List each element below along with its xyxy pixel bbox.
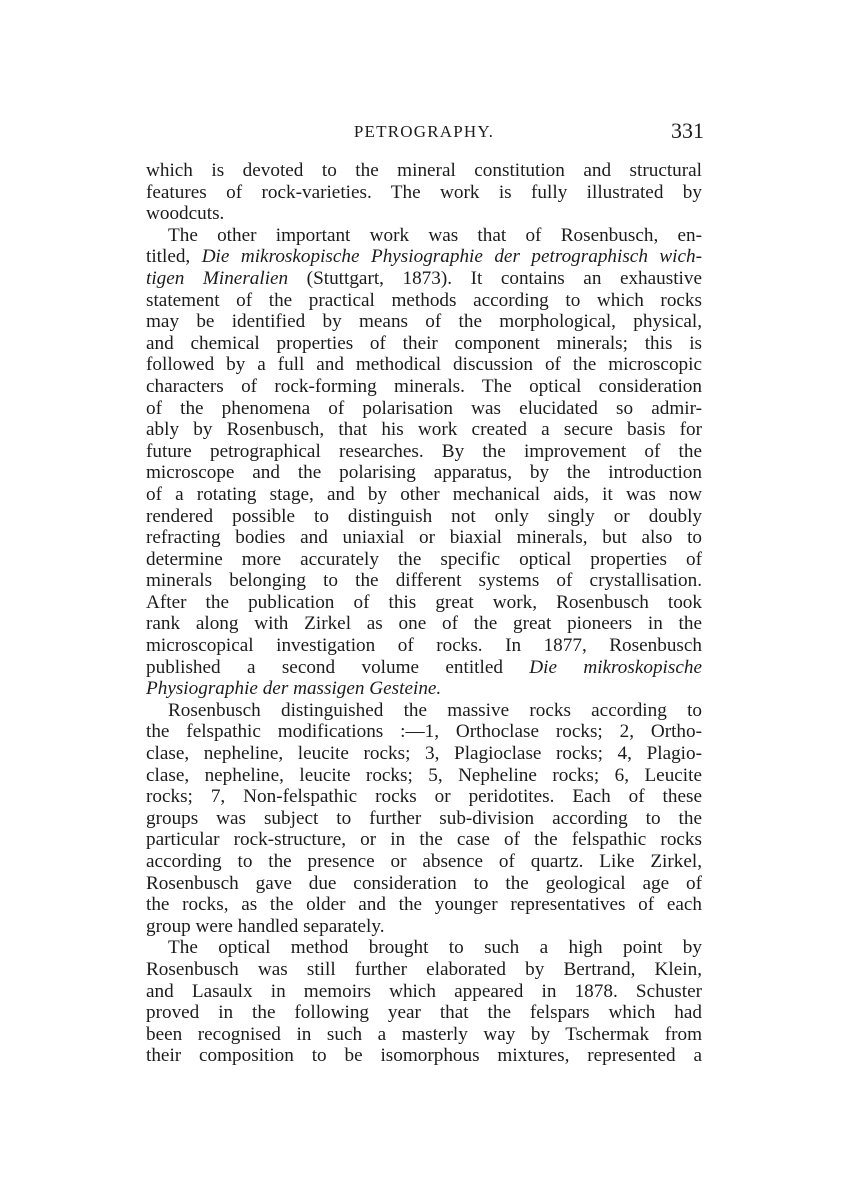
text-line (146, 743, 702, 765)
text-run: minerals belonging to the different systems of crystallisation. (146, 570, 702, 592)
book-page (146, 118, 702, 1078)
text-line (146, 484, 702, 506)
italic-title-run: tigen Mineralien (146, 267, 289, 289)
text-line (146, 851, 702, 873)
text-run: rendered possible to distinguish not only singly or doubly (146, 505, 702, 527)
text-line (146, 1002, 702, 1024)
text-run: statement of the practical methods according to which rocks (146, 289, 702, 311)
text-line (146, 290, 702, 312)
text-run: of a rotating stage, and by other mechanical aids, it was now (146, 483, 702, 505)
text-line (146, 592, 702, 614)
page-number: 331 (671, 118, 704, 143)
text-line (146, 635, 702, 657)
text-run: particular rock-structure, or in the case of the felspathic rocks (146, 829, 702, 851)
text-line (146, 225, 702, 247)
text-line (146, 376, 702, 398)
text-run: After the publication of this great work, Rosenbusch took (146, 591, 702, 613)
text-line (146, 873, 702, 895)
text-line (146, 765, 702, 787)
text-line (146, 160, 702, 182)
text-line (146, 203, 702, 225)
text-line (146, 894, 702, 916)
text-run: future petrographical researches. By the improvement of the (146, 440, 702, 462)
text-run: microscope and the polarising apparatus, by the introduction (146, 462, 702, 484)
text-line (146, 246, 702, 268)
text-run: rank along with Zirkel as one of the great pioneers in the (146, 613, 702, 635)
text-line (146, 419, 702, 441)
italic-title-run: Die mikroskopische (529, 656, 702, 678)
text-line (146, 549, 702, 571)
text-run: rocks; 7, Non-felspathic rocks or peridotites. Each of these (146, 786, 702, 808)
text-run: their composition to be isomorphous mixtures, represented a (146, 1045, 702, 1067)
text-line (146, 182, 702, 204)
text-run: woodcuts. (146, 203, 225, 225)
text-run: microscopical investigation of rocks. In 1877, Rosenbusch (146, 635, 702, 657)
text-line (146, 981, 702, 1003)
text-run: refracting bodies and uniaxial or biaxial minerals, but also to (146, 527, 702, 549)
text-run: may be identified by means of the morphological, physical, (146, 311, 702, 333)
text-run: features of rock-varieties. The work is fully illustrated by (146, 181, 702, 203)
body-text (146, 160, 702, 1067)
text-run: been recognised in such a masterly way by Tschermak from (146, 1023, 702, 1045)
text-line (146, 959, 702, 981)
text-run: characters of rock-forming minerals. The optical consideration (146, 375, 702, 397)
text-run: ably by Rosenbusch, that his work created a secure basis for (146, 419, 702, 441)
text-line (146, 333, 702, 355)
text-line (146, 462, 702, 484)
text-run: and chemical properties of their component minerals; this is (146, 332, 702, 354)
text-line (146, 829, 702, 851)
text-run: clase, nepheline, leucite rocks; 5, Nepheline rocks; 6, Leucite (146, 764, 702, 786)
text-line (146, 916, 702, 938)
text-line (146, 721, 702, 743)
text-run: according to the presence or absence of quartz. Like Zirkel, (146, 851, 702, 872)
text-run: (Stuttgart, 1873). It contains an exhaustive (288, 267, 702, 289)
text-run: published a second volume entitled (146, 656, 530, 678)
text-line (146, 570, 702, 592)
text-line (146, 613, 702, 635)
text-run: The other important work was that of Rosenbusch, en- (168, 224, 702, 246)
text-run: groups was subject to further sub-division according to the (146, 807, 702, 829)
text-line (146, 354, 702, 376)
text-line (146, 786, 702, 808)
text-run: of the phenomena of polarisation was elucidated so admir- (146, 397, 702, 419)
text-line (146, 808, 702, 830)
text-run: The optical method brought to such a high point by (168, 937, 702, 959)
running-title: PETROGRAPHY. (353, 122, 495, 141)
text-line (146, 268, 702, 290)
text-line (146, 678, 702, 700)
text-run: the rocks, as the older and the younger representatives of each (146, 894, 702, 916)
text-run: and Lasaulx in memoirs which appeared in 1878. Schuster (146, 980, 702, 1002)
text-line (146, 700, 702, 722)
text-line (146, 398, 702, 420)
italic-title-run: Die mikroskopische Physiographie der petrographisch wich- (201, 246, 703, 268)
text-run: group were handled separately. (146, 915, 385, 937)
text-line (146, 937, 702, 959)
text-run: proved in the following year that the felspars which had (146, 1002, 702, 1024)
text-run: Rosenbusch distinguished the massive rocks according to (168, 699, 702, 721)
text-line (146, 1024, 702, 1046)
text-line (146, 1045, 702, 1067)
text-run: determine more accurately the specific optical properties of (146, 548, 702, 570)
text-run: which is devoted to the mineral constitution and structural (146, 160, 702, 181)
text-line (146, 311, 702, 333)
text-line (146, 527, 702, 549)
text-line (146, 657, 702, 679)
text-line (146, 506, 702, 528)
text-run: Rosenbusch gave due consideration to the geological age of (146, 872, 702, 894)
text-run: followed by a full and methodical discussion of the microscopic (146, 354, 702, 376)
text-run: clase, nepheline, leucite rocks; 3, Plagioclase rocks; 4, Plagio- (146, 743, 702, 765)
text-line (146, 441, 702, 463)
text-run: Rosenbusch was still further elaborated by Bertrand, Klein, (146, 958, 702, 980)
running-head (146, 118, 702, 154)
text-run: the felspathic modifications :—1, Orthoclase rocks; 2, Ortho- (146, 721, 702, 743)
italic-title-run: Physiographie der massigen Gesteine. (146, 678, 442, 700)
text-run: titled, (146, 246, 202, 268)
